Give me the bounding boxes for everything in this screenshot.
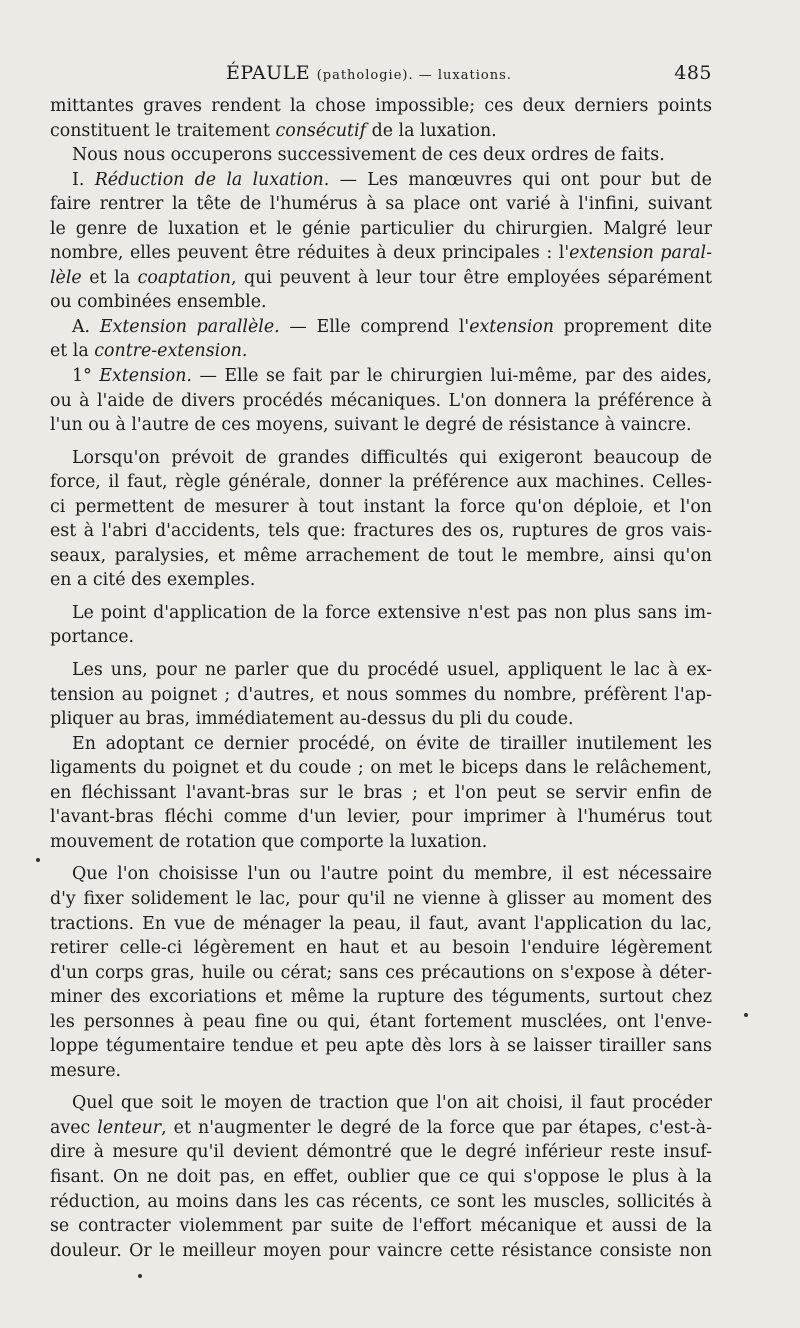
text-line <box>50 887 712 912</box>
text-line <box>50 266 712 291</box>
text-line <box>50 1091 712 1116</box>
text-run: proprement dite <box>553 316 712 337</box>
text-run: tension au poignet ; d'autres, et nous sommes du nombre, préfèrent l'ap- <box>50 684 712 705</box>
running-header <box>50 62 712 88</box>
body-text <box>50 94 712 1263</box>
text-run: ou combinées ensemble. <box>50 292 267 313</box>
text-run: ou à l'aide de divers procédés mécaniques. L'on donnera la préférence à <box>50 390 712 411</box>
text-line <box>50 290 712 315</box>
text-line <box>50 658 712 683</box>
text-run: Les uns, pour ne parler que du procédé usuel, appliquent le lac à ex- <box>72 660 712 681</box>
text-line <box>50 1190 712 1215</box>
text-line <box>50 94 712 119</box>
speck-mark <box>744 1013 748 1017</box>
text-line <box>50 912 712 937</box>
text-run: portance. <box>50 627 135 648</box>
text-run: l'avant-bras fléchi comme d'un levier, pour imprimer à l'humérus tout <box>50 807 712 828</box>
text-run: I. <box>72 169 95 190</box>
text-line <box>50 315 712 340</box>
speck-mark <box>36 858 40 862</box>
text-run: ci permettent de mesurer à tout instant la force qu'on déploie, et l'on <box>50 496 712 517</box>
italic-text: Extension. <box>99 366 192 387</box>
text-line <box>50 1034 712 1059</box>
text-run: l'un ou à l'autre de ces moyens, suivant le degré de résistance à vaincre. <box>50 415 692 436</box>
text-line <box>50 339 712 364</box>
text-line <box>50 781 712 806</box>
text-line <box>50 1116 712 1141</box>
text-line <box>50 446 712 471</box>
text-run: réduction, au moins dans les cas récents, ce sont les muscles, sollicités à <box>50 1191 712 1212</box>
text-line <box>50 519 712 544</box>
text-run: et la <box>81 267 138 288</box>
text-line <box>50 1239 712 1264</box>
text-line <box>50 1165 712 1190</box>
text-run: retirer celle-ci légèrement en haut et au besoin l'enduire légèrement <box>50 938 712 959</box>
text-run: — Les manœuvres qui ont pour but de <box>329 169 712 190</box>
paragraph-gap <box>50 854 712 862</box>
text-run: dire à mesure qu'il devient démontré que le degré inférieur reste insuf- <box>50 1142 712 1163</box>
text-run: constituent le traitement <box>50 120 276 141</box>
text-line <box>50 756 712 781</box>
italic-text: contre-extension. <box>94 341 248 362</box>
text-line <box>50 568 712 593</box>
text-line <box>50 143 712 168</box>
text-run: de la luxation. <box>366 120 497 141</box>
italic-text: extension paral- <box>569 243 712 264</box>
running-title-sub: (pathologie). — luxations. <box>316 68 512 83</box>
text-run: Lorsqu'on prévoit de grandes difficultés qui exigeront beaucoup de <box>72 447 712 468</box>
text-run: en a cité des exemples. <box>50 570 256 591</box>
text-line <box>50 936 712 961</box>
text-run: mouvement de rotation que comporte la luxation. <box>50 831 488 852</box>
paragraph-gap <box>50 438 712 446</box>
text-line <box>50 683 712 708</box>
italic-text: consécutif <box>275 120 367 141</box>
text-line <box>50 985 712 1010</box>
italic-text: coaptation <box>137 267 231 288</box>
text-line <box>50 495 712 520</box>
text-line <box>50 961 712 986</box>
text-run: se contracter violemment par suite de l'effort mécanique et aussi de la <box>50 1216 712 1237</box>
text-run: ligaments du poignet et du coude ; on met le biceps dans le relâchement, <box>50 758 712 779</box>
text-run: pliquer au bras, immédiatement au-dessus du pli du coude. <box>50 709 574 730</box>
text-run: , et n'augmenter le degré de la force que par étapes, c'est-à- <box>161 1117 712 1138</box>
text-run: fisant. On ne doit pas, en effet, oublier que ce qui s'oppose le plus à la <box>50 1166 712 1187</box>
italic-text: Extension parallèle. <box>99 316 280 337</box>
text-run: mittantes graves rendent la chose impossible; ces deux derniers points <box>50 96 712 116</box>
running-title <box>226 62 512 84</box>
text-run: les personnes à peau fine ou qui, étant fortement musclées, ont l'enve- <box>50 1011 712 1032</box>
text-run: — Elle se fait par le chirurgien lui-même, par des aides, <box>191 366 712 387</box>
text-run: Que l'on choisisse l'un ou l'autre point du membre, il est nécessaire <box>72 864 712 885</box>
paragraph-gap <box>50 1083 712 1091</box>
italic-text: lèle <box>50 267 82 288</box>
text-run: douleur. Or le meilleur moyen pour vaincre cette résistance consiste non <box>50 1240 712 1261</box>
text-line <box>50 1010 712 1035</box>
text-run: tractions. En vue de ménager la peau, il faut, avant l'application du lac, <box>50 913 712 934</box>
text-run: miner des excoriations et même la rupture des téguments, surtout chez <box>50 987 712 1008</box>
text-run: En adoptant ce dernier procédé, on évite de tirailler inutilement les <box>72 733 712 754</box>
text-run: faire rentrer la tête de l'humérus à sa place ont varié à l'infini, suivant <box>50 194 712 215</box>
text-line <box>50 707 712 732</box>
text-line <box>50 601 712 626</box>
italic-text: lenteur <box>97 1117 162 1138</box>
text-line <box>50 364 712 389</box>
text-line <box>50 470 712 495</box>
running-title-main: ÉPAULE <box>226 62 311 84</box>
text-run: — Elle comprend l' <box>279 316 470 337</box>
text-run: seaux, paralysies, et même arrachement de tout le membre, ainsi qu'on <box>50 545 712 566</box>
text-run: est à l'abri d'accidents, tels que: fractures des os, ruptures de gros vais- <box>50 521 712 542</box>
speck-mark <box>138 1274 142 1278</box>
text-run: , qui peuvent à leur tour être employées séparément <box>230 267 712 288</box>
text-run: Nous nous occuperons successivement de ces deux ordres de faits. <box>72 145 665 166</box>
text-line <box>50 732 712 757</box>
text-line <box>50 1140 712 1165</box>
text-run: nombre, elles peuvent être réduites à deux principales : l' <box>50 243 570 264</box>
text-run: force, il faut, règle générale, donner la préférence aux machines. Celles- <box>50 472 712 493</box>
text-line <box>50 241 712 266</box>
text-line <box>50 192 712 217</box>
text-run: 1° <box>72 366 100 387</box>
italic-text: Réduction de la luxation. <box>94 169 330 190</box>
text-line <box>50 168 712 193</box>
paragraph-gap <box>50 593 712 601</box>
text-line <box>50 119 712 144</box>
text-run: Le point d'application de la force extensive n'est pas non plus sans im- <box>72 602 712 623</box>
text-line <box>50 1059 712 1084</box>
text-run: mesure. <box>50 1060 122 1081</box>
text-line <box>50 1214 712 1239</box>
text-run: Quel que soit le moyen de traction que l'on ait choisi, il faut procéder <box>72 1093 712 1114</box>
text-run: d'un corps gras, huile ou cérat; sans ces précautions on s'expose à déter- <box>50 962 712 983</box>
text-run: avec <box>50 1117 98 1138</box>
text-run: d'y fixer solidement le lac, pour qu'il ne vienne à glisser au moment des <box>50 888 712 909</box>
text-line <box>50 805 712 830</box>
text-line <box>50 830 712 855</box>
text-line <box>50 217 712 242</box>
text-run: et la <box>50 341 95 362</box>
text-line <box>50 862 712 887</box>
text-run: A. <box>72 316 100 337</box>
italic-text: extension <box>469 316 554 337</box>
page-number: 485 <box>674 62 712 84</box>
text-line <box>50 413 712 438</box>
text-line <box>50 389 712 414</box>
text-run: le genre de luxation et le génie particulier du chirurgien. Malgré leur <box>50 218 712 239</box>
text-line <box>50 625 712 650</box>
text-run: loppe tégumentaire tendue et peu apte dès lors à se laisser tirailler sans <box>50 1036 712 1057</box>
paragraph-gap <box>50 650 712 658</box>
text-run: en fléchissant l'avant-bras sur le bras ; et l'on peut se servir enfin de <box>50 782 712 803</box>
text-line <box>50 544 712 569</box>
